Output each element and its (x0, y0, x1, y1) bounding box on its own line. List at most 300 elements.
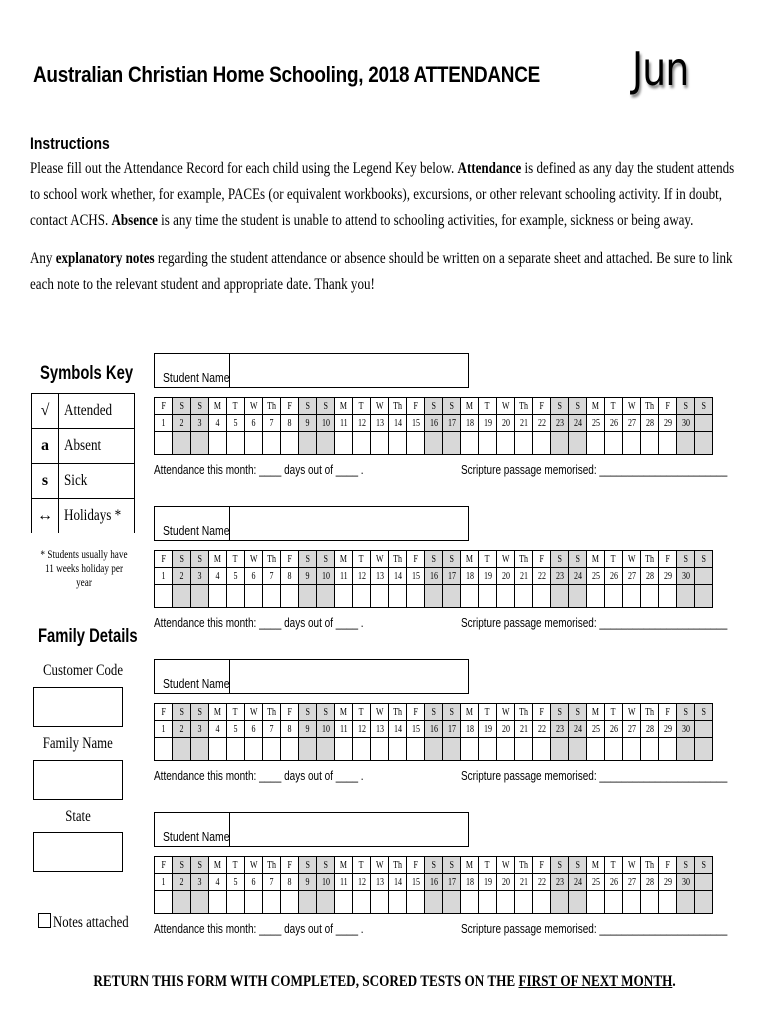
weekday-cell: T (227, 704, 245, 721)
date-cell: 25 (587, 874, 605, 891)
attendance-mark-cell[interactable] (371, 738, 389, 761)
date-cell: 7 (263, 415, 281, 432)
attendance-mark-cell[interactable] (623, 585, 641, 608)
weekday-cell: S (299, 551, 317, 568)
attendance-mark-cell[interactable] (263, 891, 281, 914)
attendance-mark-cell[interactable] (425, 432, 443, 455)
attendance-mark-cell[interactable] (479, 432, 497, 455)
weekday-cell: T (353, 551, 371, 568)
date-cell: 11 (335, 415, 353, 432)
attendance-mark-row (155, 585, 713, 608)
attendance-mark-cell[interactable] (425, 738, 443, 761)
attendance-mark-cell[interactable] (479, 738, 497, 761)
weekday-cell: S (443, 704, 461, 721)
attendance-mark-cell[interactable] (533, 738, 551, 761)
weekday-cell: F (281, 857, 299, 874)
date-cell: 15 (407, 721, 425, 738)
date-cell: 20 (497, 721, 515, 738)
date-cell: 18 (461, 874, 479, 891)
date-cell: 17 (443, 568, 461, 585)
weekday-cell: F (659, 398, 677, 415)
date-cell: 13 (371, 874, 389, 891)
date-cell: 22 (533, 415, 551, 432)
date-cell: 24 (569, 568, 587, 585)
date-cell: 10 (317, 568, 335, 585)
weekday-cell: W (623, 704, 641, 721)
scripture-line[interactable]: Scripture passage memorised: _______________________ (461, 922, 728, 936)
date-cell: 1 (155, 721, 173, 738)
weekday-cell: W (623, 398, 641, 415)
attendance-mark-cell[interactable] (317, 891, 335, 914)
weekday-cell: Th (389, 398, 407, 415)
attendance-mark-cell[interactable] (425, 891, 443, 914)
weekday-cell: F (533, 704, 551, 721)
date-cell: 17 (443, 874, 461, 891)
date-cell: 25 (587, 721, 605, 738)
attendance-mark-cell[interactable] (299, 738, 317, 761)
attendance-mark-cell[interactable] (191, 891, 209, 914)
attendance-mark-cell[interactable] (497, 891, 515, 914)
notes-attached-label: Notes attached (53, 914, 129, 931)
weekday-cell: S (551, 704, 569, 721)
attendance-mark-cell[interactable] (371, 432, 389, 455)
weekday-cell: F (533, 398, 551, 415)
sick-symbol: s (32, 464, 59, 499)
date-cell: 12 (353, 415, 371, 432)
date-cell (695, 721, 713, 738)
student-name-label: Student Name (163, 370, 230, 385)
attendance-mark-cell[interactable] (623, 891, 641, 914)
date-cell: 19 (479, 874, 497, 891)
attendance-mark-cell[interactable] (479, 585, 497, 608)
attendance-mark-cell[interactable] (155, 738, 173, 761)
date-cell: 23 (551, 568, 569, 585)
attendance-mark-cell[interactable] (245, 891, 263, 914)
weekday-cell: F (281, 704, 299, 721)
weekday-cell: S (569, 551, 587, 568)
attendance-mark-cell[interactable] (443, 432, 461, 455)
weekday-cell: M (209, 704, 227, 721)
attendance-mark-cell[interactable] (209, 585, 227, 608)
attendance-mark-cell[interactable] (263, 585, 281, 608)
attendance-mark-cell[interactable] (551, 738, 569, 761)
attendance-mark-cell[interactable] (587, 585, 605, 608)
attendance-mark-cell[interactable] (695, 738, 713, 761)
weekday-cell: S (443, 398, 461, 415)
weekday-cell: F (407, 398, 425, 415)
weekday-cell: S (551, 551, 569, 568)
weekday-cell: W (497, 398, 515, 415)
attendance-mark-cell[interactable] (641, 585, 659, 608)
weekday-cell: Th (515, 704, 533, 721)
date-cell: 5 (227, 568, 245, 585)
attendance-mark-cell[interactable] (659, 738, 677, 761)
attendance-mark-cell[interactable] (389, 891, 407, 914)
date-cell: 18 (461, 568, 479, 585)
attendance-mark-cell[interactable] (605, 891, 623, 914)
date-cell: 26 (605, 568, 623, 585)
attendance-mark-cell[interactable] (677, 432, 695, 455)
date-cell: 22 (533, 568, 551, 585)
attendance-count-line[interactable]: Attendance this month: ____ days out of ____ . (154, 922, 364, 936)
attendance-mark-cell[interactable] (569, 432, 587, 455)
attendance-mark-cell[interactable] (263, 432, 281, 455)
date-cell: 17 (443, 721, 461, 738)
attended-symbol: √ (32, 394, 59, 429)
attendance-mark-cell[interactable] (533, 432, 551, 455)
attendance-mark-cell[interactable] (353, 585, 371, 608)
date-cell: 11 (335, 721, 353, 738)
attendance-mark-cell[interactable] (443, 738, 461, 761)
attendance-mark-cell[interactable] (245, 585, 263, 608)
state-field[interactable] (33, 832, 123, 872)
date-cell: 12 (353, 874, 371, 891)
student-name-field[interactable] (154, 506, 469, 541)
attendance-mark-cell[interactable] (461, 432, 479, 455)
attendance-mark-cell[interactable] (353, 891, 371, 914)
weekday-cell: T (353, 857, 371, 874)
student-block (154, 659, 726, 787)
date-cell: 28 (641, 874, 659, 891)
student-name-field[interactable] (154, 812, 469, 847)
date-cell: 19 (479, 415, 497, 432)
weekday-cell: F (155, 857, 173, 874)
attendance-mark-cell[interactable] (569, 585, 587, 608)
attendance-mark-cell[interactable] (497, 432, 515, 455)
date-cell: 11 (335, 874, 353, 891)
student-block (154, 812, 726, 940)
attendance-mark-cell[interactable] (335, 891, 353, 914)
attendance-mark-cell[interactable] (659, 585, 677, 608)
date-cell: 7 (263, 568, 281, 585)
attendance-count-line[interactable]: Attendance this month: ____ days out of ____ . (154, 463, 364, 477)
weekday-cell: Th (263, 551, 281, 568)
attendance-mark-cell[interactable] (641, 891, 659, 914)
student-name-label: Student Name (163, 676, 230, 691)
attendance-mark-cell[interactable] (371, 585, 389, 608)
weekday-cell: S (695, 398, 713, 415)
attendance-mark-cell[interactable] (317, 738, 335, 761)
attendance-mark-cell[interactable] (281, 585, 299, 608)
weekday-cell: M (461, 398, 479, 415)
symbol-row-holidays (32, 499, 135, 534)
attendance-mark-cell[interactable] (227, 738, 245, 761)
attendance-mark-cell[interactable] (515, 432, 533, 455)
date-cell (695, 874, 713, 891)
weekday-cell: S (677, 704, 695, 721)
weekday-cell: M (461, 857, 479, 874)
attendance-mark-cell[interactable] (551, 891, 569, 914)
attendance-mark-row (155, 891, 713, 914)
attendance-mark-cell[interactable] (497, 585, 515, 608)
date-cell: 18 (461, 415, 479, 432)
student-name-label: Student Name (163, 523, 230, 538)
weekday-row (155, 398, 713, 415)
attendance-mark-cell[interactable] (173, 432, 191, 455)
attendance-mark-cell[interactable] (155, 585, 173, 608)
weekday-cell: M (335, 398, 353, 415)
absent-label: Absent (64, 437, 102, 454)
attendance-mark-cell[interactable] (569, 738, 587, 761)
attendance-mark-cell[interactable] (281, 738, 299, 761)
student-block (154, 506, 726, 634)
attendance-mark-cell[interactable] (515, 891, 533, 914)
attendance-mark-cell[interactable] (371, 891, 389, 914)
attendance-mark-cell[interactable] (209, 738, 227, 761)
weekday-cell: M (587, 704, 605, 721)
date-cell: 30 (677, 415, 695, 432)
scripture-line[interactable]: Scripture passage memorised: _______________________ (461, 616, 728, 630)
weekday-cell: F (659, 704, 677, 721)
date-cell: 24 (569, 721, 587, 738)
date-cell: 21 (515, 874, 533, 891)
attendance-mark-cell[interactable] (245, 432, 263, 455)
attendance-mark-cell[interactable] (209, 891, 227, 914)
attendance-mark-cell[interactable] (389, 585, 407, 608)
attendance-mark-cell[interactable] (695, 432, 713, 455)
attendance-grid (154, 550, 713, 608)
attendance-mark-cell[interactable] (353, 432, 371, 455)
date-cell: 6 (245, 874, 263, 891)
date-cell: 28 (641, 415, 659, 432)
family-name-field[interactable] (33, 760, 123, 800)
attendance-mark-cell[interactable] (209, 432, 227, 455)
weekday-cell: T (227, 551, 245, 568)
weekday-cell: S (569, 704, 587, 721)
weekday-cell: M (209, 551, 227, 568)
weekday-cell: T (227, 857, 245, 874)
weekday-cell: T (479, 704, 497, 721)
date-cell: 30 (677, 874, 695, 891)
date-cell: 6 (245, 568, 263, 585)
date-cell: 4 (209, 721, 227, 738)
weekday-cell: M (335, 551, 353, 568)
state-label: State (65, 808, 91, 825)
weekday-cell: S (173, 551, 191, 568)
weekday-cell: W (371, 551, 389, 568)
date-cell: 20 (497, 874, 515, 891)
date-cell: 13 (371, 568, 389, 585)
weekday-cell: F (281, 551, 299, 568)
date-cell: 30 (677, 721, 695, 738)
attendance-mark-cell[interactable] (695, 891, 713, 914)
weekday-cell: F (533, 857, 551, 874)
weekday-cell: T (605, 398, 623, 415)
attendance-mark-cell[interactable] (677, 891, 695, 914)
attendance-mark-cell[interactable] (227, 891, 245, 914)
attendance-mark-cell[interactable] (605, 738, 623, 761)
attendance-mark-cell[interactable] (587, 891, 605, 914)
date-cell: 7 (263, 721, 281, 738)
attendance-mark-cell[interactable] (587, 738, 605, 761)
weekday-cell: S (317, 551, 335, 568)
date-cell: 14 (389, 568, 407, 585)
date-cell: 13 (371, 721, 389, 738)
date-cell: 9 (299, 415, 317, 432)
date-cell: 15 (407, 874, 425, 891)
weekday-cell: W (497, 551, 515, 568)
attendance-mark-cell[interactable] (299, 585, 317, 608)
weekday-cell: S (425, 398, 443, 415)
attendance-mark-cell[interactable] (605, 432, 623, 455)
weekday-cell: S (425, 551, 443, 568)
date-cell: 30 (677, 568, 695, 585)
weekday-cell: S (551, 398, 569, 415)
attendance-mark-cell[interactable] (281, 891, 299, 914)
weekday-cell: S (677, 857, 695, 874)
weekday-cell: Th (263, 398, 281, 415)
month-label: Jun (632, 42, 689, 96)
attendance-mark-cell[interactable] (155, 432, 173, 455)
attendance-mark-cell[interactable] (173, 738, 191, 761)
attendance-mark-cell[interactable] (389, 738, 407, 761)
date-row (155, 568, 713, 585)
symbols-key-table (31, 393, 135, 533)
attendance-mark-cell[interactable] (623, 432, 641, 455)
date-cell: 2 (173, 568, 191, 585)
weekday-cell: Th (389, 857, 407, 874)
attendance-mark-cell[interactable] (191, 585, 209, 608)
instructions-heading: Instructions (30, 134, 110, 153)
attendance-mark-cell[interactable] (335, 432, 353, 455)
attendance-mark-cell[interactable] (245, 738, 263, 761)
attendance-mark-cell[interactable] (191, 738, 209, 761)
attendance-mark-cell[interactable] (677, 738, 695, 761)
date-row (155, 874, 713, 891)
attendance-mark-cell[interactable] (479, 891, 497, 914)
attendance-mark-cell[interactable] (263, 738, 281, 761)
attendance-mark-cell[interactable] (497, 738, 515, 761)
date-cell: 9 (299, 874, 317, 891)
attendance-mark-cell[interactable] (605, 585, 623, 608)
attendance-mark-cell[interactable] (317, 432, 335, 455)
attendance-mark-cell[interactable] (587, 432, 605, 455)
attendance-mark-cell[interactable] (659, 432, 677, 455)
attendance-mark-cell[interactable] (425, 585, 443, 608)
attendance-mark-cell[interactable] (677, 585, 695, 608)
attendance-grid (154, 397, 713, 455)
attendance-mark-cell[interactable] (173, 891, 191, 914)
date-cell: 15 (407, 568, 425, 585)
attendance-mark-cell[interactable] (443, 585, 461, 608)
attendance-mark-cell[interactable] (551, 432, 569, 455)
attendance-mark-cell[interactable] (461, 891, 479, 914)
attendance-mark-cell[interactable] (695, 585, 713, 608)
scripture-line[interactable]: Scripture passage memorised: _______________________ (461, 463, 728, 477)
weekday-cell: S (695, 551, 713, 568)
attendance-mark-cell[interactable] (515, 585, 533, 608)
holidays-symbol: ↔ (32, 499, 59, 534)
attendance-mark-cell[interactable] (299, 891, 317, 914)
attendance-mark-cell[interactable] (155, 891, 173, 914)
date-cell: 24 (569, 415, 587, 432)
attendance-mark-cell[interactable] (173, 585, 191, 608)
attendance-mark-cell[interactable] (407, 891, 425, 914)
attendance-mark-cell[interactable] (407, 585, 425, 608)
attendance-count-line[interactable]: Attendance this month: ____ days out of ____ . (154, 769, 364, 783)
attendance-mark-cell[interactable] (551, 585, 569, 608)
attendance-mark-cell[interactable] (533, 891, 551, 914)
date-cell: 29 (659, 415, 677, 432)
weekday-cell: S (569, 857, 587, 874)
weekday-cell: S (569, 398, 587, 415)
attendance-mark-cell[interactable] (461, 738, 479, 761)
attendance-mark-cell[interactable] (623, 738, 641, 761)
attendance-mark-cell[interactable] (407, 432, 425, 455)
weekday-cell: M (335, 857, 353, 874)
student-name-field[interactable] (154, 353, 469, 388)
attendance-mark-cell[interactable] (227, 432, 245, 455)
date-cell: 21 (515, 721, 533, 738)
attendance-mark-cell[interactable] (641, 432, 659, 455)
customer-code-field[interactable] (33, 687, 123, 727)
instructions-paragraph-2: Any explanatory notes regarding the student attendance or absence should be written on a separate sheet and attached. Be sure to link each note to the relevant student and appropriate date. Thank you! (30, 250, 733, 293)
date-cell: 2 (173, 874, 191, 891)
date-cell: 19 (479, 721, 497, 738)
attendance-mark-cell[interactable] (407, 738, 425, 761)
attendance-mark-cell[interactable] (659, 891, 677, 914)
date-cell: 14 (389, 721, 407, 738)
date-cell: 16 (425, 874, 443, 891)
weekday-cell: W (371, 704, 389, 721)
date-cell: 27 (623, 721, 641, 738)
form-title: Australian Christian Home Schooling, 2018 ATTENDANCE (33, 62, 540, 87)
attendance-mark-cell[interactable] (191, 432, 209, 455)
date-cell (695, 415, 713, 432)
weekday-cell: T (479, 551, 497, 568)
date-cell: 22 (533, 874, 551, 891)
attendance-mark-cell[interactable] (281, 432, 299, 455)
weekday-cell: T (605, 857, 623, 874)
date-cell: 25 (587, 568, 605, 585)
weekday-cell: M (335, 704, 353, 721)
attendance-count-line[interactable]: Attendance this month: ____ days out of ____ . (154, 616, 364, 630)
attendance-mark-cell[interactable] (353, 738, 371, 761)
attendance-mark-cell[interactable] (641, 738, 659, 761)
scripture-line[interactable]: Scripture passage memorised: _______________________ (461, 769, 728, 783)
date-cell: 8 (281, 874, 299, 891)
attendance-mark-cell[interactable] (299, 432, 317, 455)
attendance-mark-cell[interactable] (461, 585, 479, 608)
weekday-cell: S (173, 704, 191, 721)
student-name-field[interactable] (154, 659, 469, 694)
date-cell: 18 (461, 721, 479, 738)
notes-attached-checkbox[interactable] (38, 913, 51, 928)
attendance-mark-cell[interactable] (533, 585, 551, 608)
attendance-grid (154, 856, 713, 914)
symbol-row-sick (32, 464, 135, 499)
attendance-mark-cell[interactable] (515, 738, 533, 761)
weekday-cell: W (245, 704, 263, 721)
weekday-cell: S (173, 857, 191, 874)
attendance-mark-cell[interactable] (227, 585, 245, 608)
student-block (154, 353, 726, 481)
attendance-mark-cell[interactable] (317, 585, 335, 608)
weekday-cell: T (479, 398, 497, 415)
attendance-mark-cell[interactable] (569, 891, 587, 914)
family-name-label: Family Name (42, 735, 114, 752)
attendance-mark-cell[interactable] (443, 891, 461, 914)
holidays-label: Holidays * (64, 507, 122, 524)
weekday-cell: Th (389, 551, 407, 568)
attendance-mark-cell[interactable] (335, 738, 353, 761)
weekday-cell: W (245, 551, 263, 568)
date-cell: 10 (317, 874, 335, 891)
attendance-mark-cell[interactable] (389, 432, 407, 455)
attended-label: Attended (64, 402, 113, 419)
weekday-row (155, 857, 713, 874)
attendance-mark-cell[interactable] (335, 585, 353, 608)
